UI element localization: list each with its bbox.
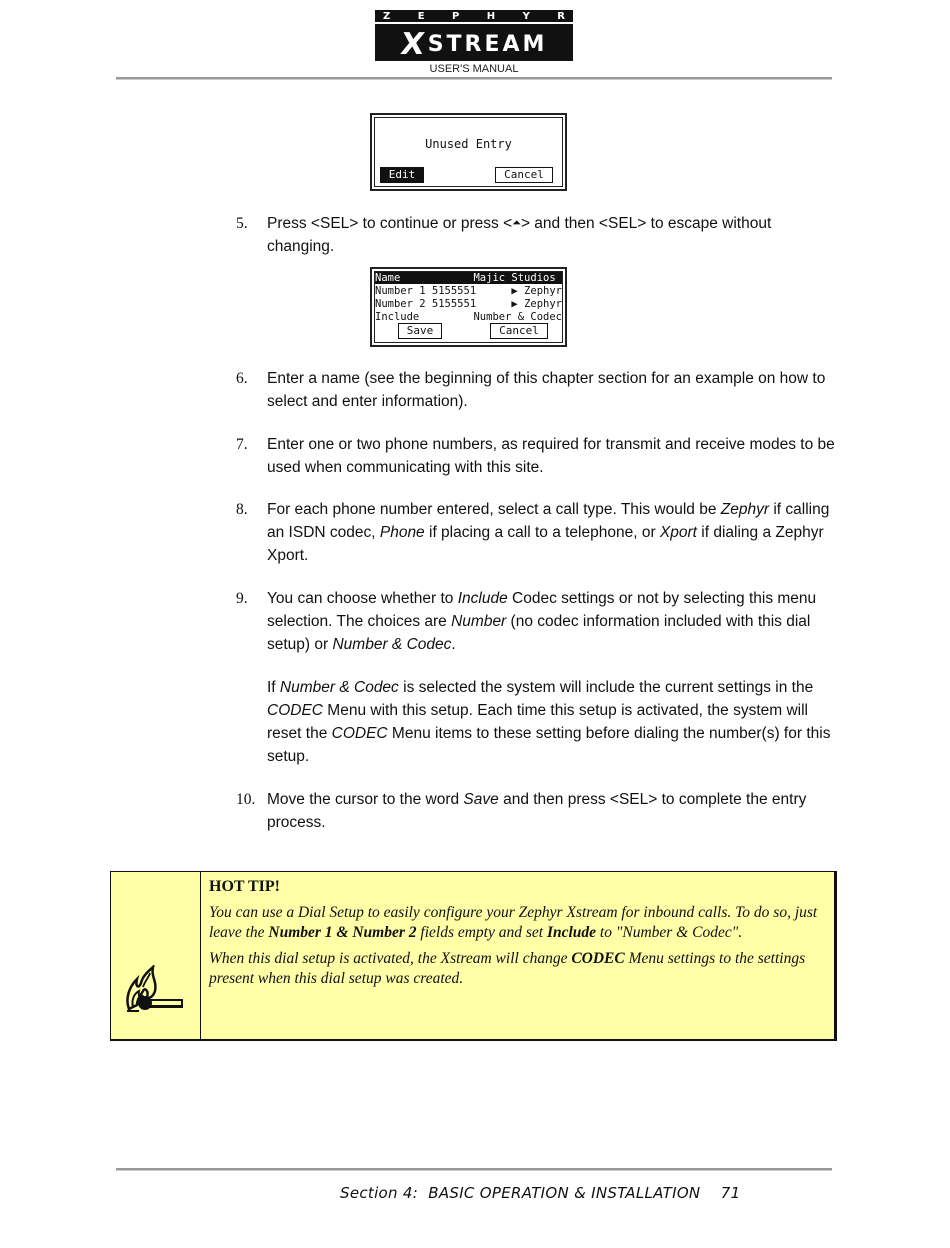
step-text-part: > and then <SEL> to escape without changing. — [267, 215, 772, 255]
hot-tip-divider — [200, 872, 201, 1039]
zephyr-xstream-logo — [375, 10, 573, 61]
step-text-part: (no codec information included with this dial setup) or — [267, 613, 811, 653]
logo-letter: H — [486, 11, 496, 22]
lcd-screen-unused-entry — [370, 113, 567, 191]
step-text-emphasis: CODEC — [331, 725, 388, 742]
logo-x: X — [398, 26, 430, 62]
step-text: Enter one or two phone numbers, as required for transmit and receive modes to be used when communicating with this site. — [267, 436, 835, 476]
step-text-part: For each phone number entered, select a call type. This would be — [267, 501, 721, 518]
step-text — [267, 212, 836, 258]
footer-section-title: Section 4: BASIC OPERATION & INSTALLATION — [340, 1184, 701, 1202]
lcd-screen-dial-setup — [370, 267, 567, 347]
step-10 — [236, 788, 836, 834]
page-number: 71 — [720, 1184, 741, 1202]
step-text-emphasis: Zephyr — [720, 501, 770, 518]
step-7 — [236, 433, 836, 479]
tip-text-bold: Include — [546, 924, 597, 941]
lcd-row-value: ▶ Zephyr — [511, 298, 562, 310]
hot-tip-title: HOT TIP! — [209, 878, 280, 895]
tip-text-part: fields empty and set — [416, 924, 547, 941]
lcd-row-number-1 — [375, 285, 562, 297]
logo-letter: R — [557, 11, 565, 22]
lcd-row-value: ▶ Zephyr — [511, 285, 562, 297]
step-text-part: You can choose whether to — [267, 590, 458, 607]
lcd-row-value: Majic Studios — [473, 272, 562, 284]
lcd-row-name — [375, 272, 562, 284]
logo-brand-main — [375, 28, 573, 60]
tip-text-part: to "Number & Codec". — [596, 924, 743, 941]
tip-text-part: Menu settings to the settings present when this dial setup was created. — [209, 950, 806, 987]
step-text-part: if dialing a Zephyr Xport. — [267, 524, 824, 564]
step-text-emphasis: CODEC — [267, 702, 323, 719]
lcd-row-label: Number 2 5155551 — [375, 298, 477, 310]
step-text-part: and then press <SEL> to complete the entry process. — [267, 791, 807, 831]
tip-text-bold: Number 1 & Number 2 — [268, 924, 417, 941]
step-text-part: Codec settings or not by selecting this menu selection. The choices are — [267, 590, 817, 630]
logo-letter: Y — [522, 11, 530, 22]
lcd-row-label: Number 1 5155551 — [375, 285, 477, 297]
hot-tip-paragraph-1 — [209, 903, 829, 943]
lcd-row-label: Include — [375, 311, 420, 323]
step-number: 7. — [236, 436, 248, 453]
step-text-emphasis: Number & Codec — [279, 679, 399, 696]
step-text-part: Menu items to these setting before dialing the number(s) for this setup. — [267, 725, 831, 765]
lcd-edit-button: Edit — [380, 167, 424, 183]
step-text — [267, 498, 836, 567]
step-text-emphasis: Number — [451, 613, 507, 630]
step-text: Enter a name (see the beginning of this chapter section for an example on how to select and enter information). — [267, 370, 826, 410]
step-text-part: if calling an ISDN codec, — [267, 501, 830, 541]
logo-stream: STREAM — [427, 31, 548, 57]
logo-letter: Z — [383, 11, 391, 22]
logo-letter: E — [417, 11, 425, 22]
step-number: 6. — [236, 370, 248, 387]
lcd-message: Unused Entry — [425, 137, 512, 151]
step-number: 8. — [236, 501, 248, 518]
manual-subtitle: USER'S MANUAL — [429, 63, 519, 75]
lcd-row-number-2 — [375, 298, 562, 310]
step-text-emphasis: Number & Codec — [332, 636, 452, 653]
step-9 — [236, 587, 836, 656]
lcd-row-value: Number & Codec — [473, 311, 562, 323]
step-text-part: Press <SEL> to continue or press < — [267, 215, 513, 232]
tip-text-part: You can use a Dial Setup to easily configure your Zephyr Xstream for inbound calls. To do so, just leave the — [209, 904, 818, 941]
step-text-emphasis: Save — [463, 791, 499, 808]
logo-brand-top — [375, 11, 573, 24]
step-8 — [236, 498, 836, 567]
step-text — [267, 788, 836, 834]
step-number: 9. — [236, 590, 248, 607]
lcd-cancel-button: Cancel — [490, 323, 548, 339]
header-divider — [116, 77, 832, 80]
hot-tip-content — [209, 877, 829, 995]
step-text-part: Menu with this setup. Each time this setup is activated, the system will reset the — [267, 702, 808, 742]
lcd-save-button: Save — [398, 323, 442, 339]
tip-text-bold: CODEC — [571, 950, 625, 967]
hot-tip-box — [110, 871, 837, 1041]
step-text-part: if placing a call to a telephone, or — [424, 524, 660, 541]
step-text-emphasis: Phone — [379, 524, 425, 541]
up-arrow-icon: ⏶ — [512, 217, 521, 229]
lcd-row-label: Name — [375, 272, 401, 284]
step-text-part: . — [451, 636, 456, 653]
page-footer — [340, 1184, 800, 1202]
step-number: 10. — [236, 791, 256, 808]
step-number: 5. — [236, 215, 248, 232]
tip-text-part: When this dial setup is activated, the Xstream will change — [209, 950, 572, 967]
hot-tip-paragraph-2 — [209, 949, 829, 989]
lcd-row-include — [375, 311, 562, 323]
step-text-emphasis: Include — [457, 590, 508, 607]
step-text-part: If — [267, 679, 280, 696]
step-text-part: Move the cursor to the word — [267, 791, 464, 808]
step-text — [267, 587, 836, 656]
step-text-emphasis: Xport — [659, 524, 697, 541]
step-6 — [236, 367, 836, 413]
lcd-cancel-button: Cancel — [495, 167, 553, 183]
lit-match-icon — [123, 965, 185, 1017]
footer-divider — [116, 1168, 832, 1171]
step-9-detail — [267, 676, 837, 768]
logo-letter: P — [451, 11, 460, 22]
step-text-part: is selected the system will include the current settings in the — [398, 679, 814, 696]
step-5 — [236, 212, 836, 258]
